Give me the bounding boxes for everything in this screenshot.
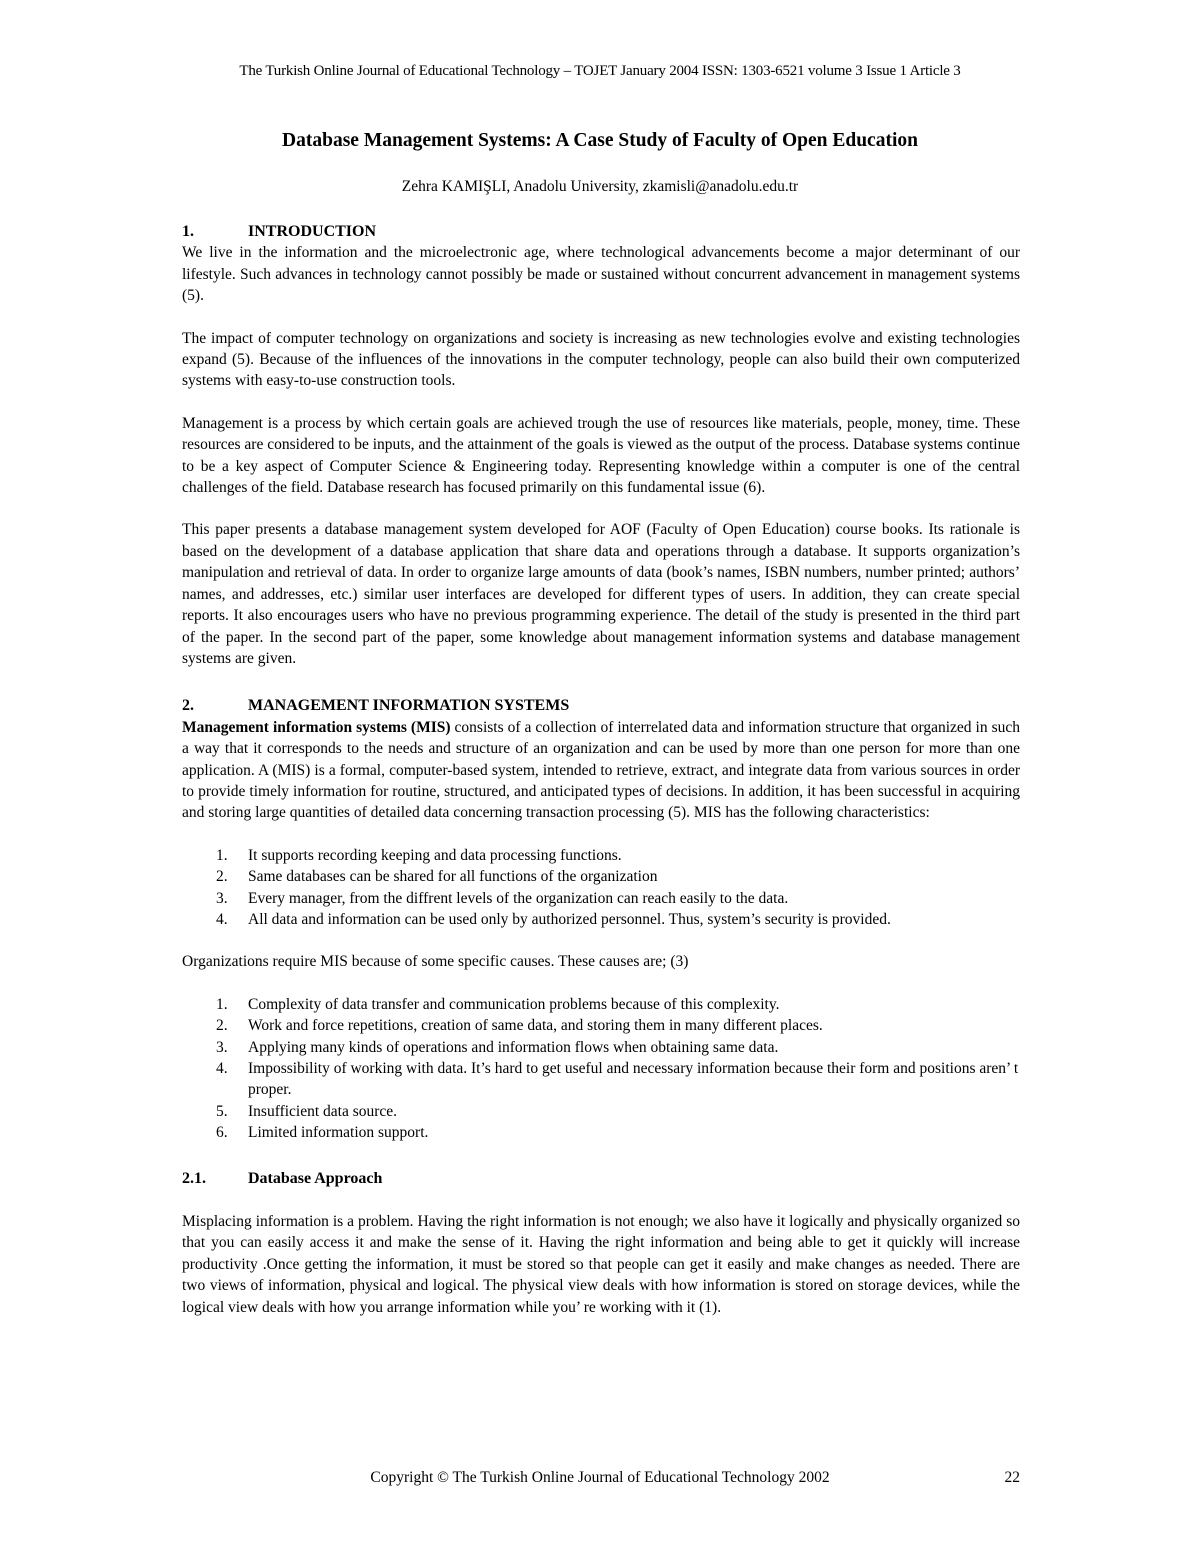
section-title: MANAGEMENT INFORMATION SYSTEMS	[248, 697, 570, 715]
list-number: 6.	[216, 1124, 228, 1142]
list-text: Applying many kinds of operations and information flows when obtaining same data.	[248, 1038, 779, 1056]
characteristics-list	[182, 845, 1020, 931]
paragraph	[182, 717, 1020, 824]
section-heading-mis	[182, 695, 1020, 716]
list-text: It supports recording keeping and data processing functions.	[248, 846, 622, 864]
list-text: Impossibility of working with data. It’s hard to get useful and necessary information because their form and positions aren’ t proper.	[248, 1060, 1019, 1099]
list-item	[182, 909, 1020, 930]
section-number: 2.1.	[182, 1169, 206, 1187]
paragraph: Organizations require MIS because of some specific causes. These causes are; (3)	[182, 953, 689, 971]
list-text: Every manager, from the diffrent levels of the organization can reach easily to the data.	[248, 889, 789, 907]
paragraph: This paper presents a database management system developed for AOF (Faculty of Open Education) course books. Its rationale is based on the development of a database application that share data and operations through a database. It supports organization’s manipulation and retrieval of data. In order to organize large amounts of data (book’s names, ISBN numbers, number printed; authors’ names, and addresses, etc.) similar user interfaces are developed for different types of users. In addition, they can create special reports. It also encourages users who have no previous programming experience. The detail of the study is presented in the third part of the paper. In the second part of the paper, some knowledge about management information systems and database management systems are given.	[182, 521, 1020, 667]
list-text: Complexity of data transfer and communication problems because of this complexity.	[248, 995, 780, 1013]
paper-body	[182, 221, 1020, 1318]
list-item	[182, 1015, 1020, 1036]
paragraph: The impact of computer technology on organizations and society is increasing as new technologies evolve and existing technologies expand (5). Because of the influences of the innovations in the computer technology, people can also build their own computerized systems with easy-to-use construction tools.	[182, 329, 1020, 390]
paragraph: Management is a process by which certain goals are achieved trough the use of resources like materials, people, money, time. These resources are considered to be inputs, and the attainment of the goals is viewed as the output of the process. Database systems continue to be a key aspect of Computer Science & Engineering today. Representing knowledge within a computer is one of the central challenges of the field. Database research has focused primarily on this fundamental issue (6).	[182, 414, 1020, 497]
author-line: Zehra KAMIŞLI, Anadolu University, zkamisli@anadolu.edu.tr	[401, 178, 799, 195]
list-text: Insufficient data source.	[248, 1102, 398, 1120]
paragraph: We live in the information and the microelectronic age, where technological advancements become a major determinant of our lifestyle. Such advances in technology cannot possibly be made or sustained without concurrent advancement in management systems (5).	[182, 244, 1020, 305]
list-item	[182, 1058, 1020, 1101]
list-item	[182, 1122, 1020, 1143]
section-heading-introduction	[182, 221, 1020, 242]
paragraph: Misplacing information is a problem. Having the right information is not enough; we also have it logically and physically organized so that you can easily access it and make the sense of it. Having the right information and being able to get it quickly will increase productivity .Once getting the information, it must be stored so that people can get it easily and make changes as needed. There are two views of information, physical and logical. The physical view deals with how information is stored on storage devices, while the logical view deals with how you arrange information while you’ re working with it (1).	[182, 1213, 1020, 1316]
section-number: 1.	[182, 223, 194, 240]
list-number: 4.	[216, 1060, 228, 1077]
list-number: 3.	[216, 1038, 228, 1056]
bold-term: Management information systems (MIS)	[182, 718, 451, 736]
list-text: Same databases can be shared for all functions of the organization	[248, 868, 658, 886]
list-item	[182, 845, 1020, 866]
list-item	[182, 994, 1020, 1015]
section-number: 2.	[182, 697, 194, 715]
footer-copyright: Copyright © The Turkish Online Journal of Educational Technology 2002	[370, 1469, 830, 1486]
list-number: 1.	[216, 995, 228, 1013]
list-text: Limited information support.	[248, 1124, 429, 1142]
causes-list	[182, 994, 1020, 1144]
list-number: 2.	[216, 868, 228, 886]
list-number: 3.	[216, 889, 228, 907]
list-number: 4.	[216, 910, 228, 928]
page-number: 22	[1004, 1469, 1020, 1486]
paper-title: Database Management Systems: A Case Study of Faculty of Open Education	[282, 130, 918, 151]
section-title: INTRODUCTION	[248, 223, 377, 240]
section-title: Database Approach	[248, 1169, 383, 1187]
list-item	[182, 888, 1020, 909]
running-header: The Turkish Online Journal of Educational Technology – TOJET January 2004 ISSN: 1303-6521 volume 3 Issue 1 Article 3	[239, 63, 961, 79]
list-text: Work and force repetitions, creation of same data, and storing them in many different places.	[248, 1017, 823, 1035]
list-item	[182, 1101, 1020, 1122]
paragraph-text: consists of a collection of interrelated data and information structure that organized in such a way that it corresponds to the needs and structure of an organization and can be used by more than one person for more than one application. A (MIS) is a formal, computer-based system, intended to retrieve, extract, and integrate data from various sources in order to provide timely information for routine, structured, and anticipated types of decisions. In addition, it has been successful in acquiring and storing large quantities of detailed data concerning transaction processing (5). MIS has the following characteristics:	[182, 718, 1020, 822]
list-number: 5.	[216, 1102, 228, 1120]
list-item	[182, 866, 1020, 887]
list-text: All data and information can be used only by authorized personnel. Thus, system’s security is provided.	[248, 910, 891, 928]
list-number: 1.	[216, 846, 228, 864]
section-heading-database-approach	[182, 1168, 1020, 1189]
list-number: 2.	[216, 1017, 228, 1035]
list-item	[182, 1037, 1020, 1058]
